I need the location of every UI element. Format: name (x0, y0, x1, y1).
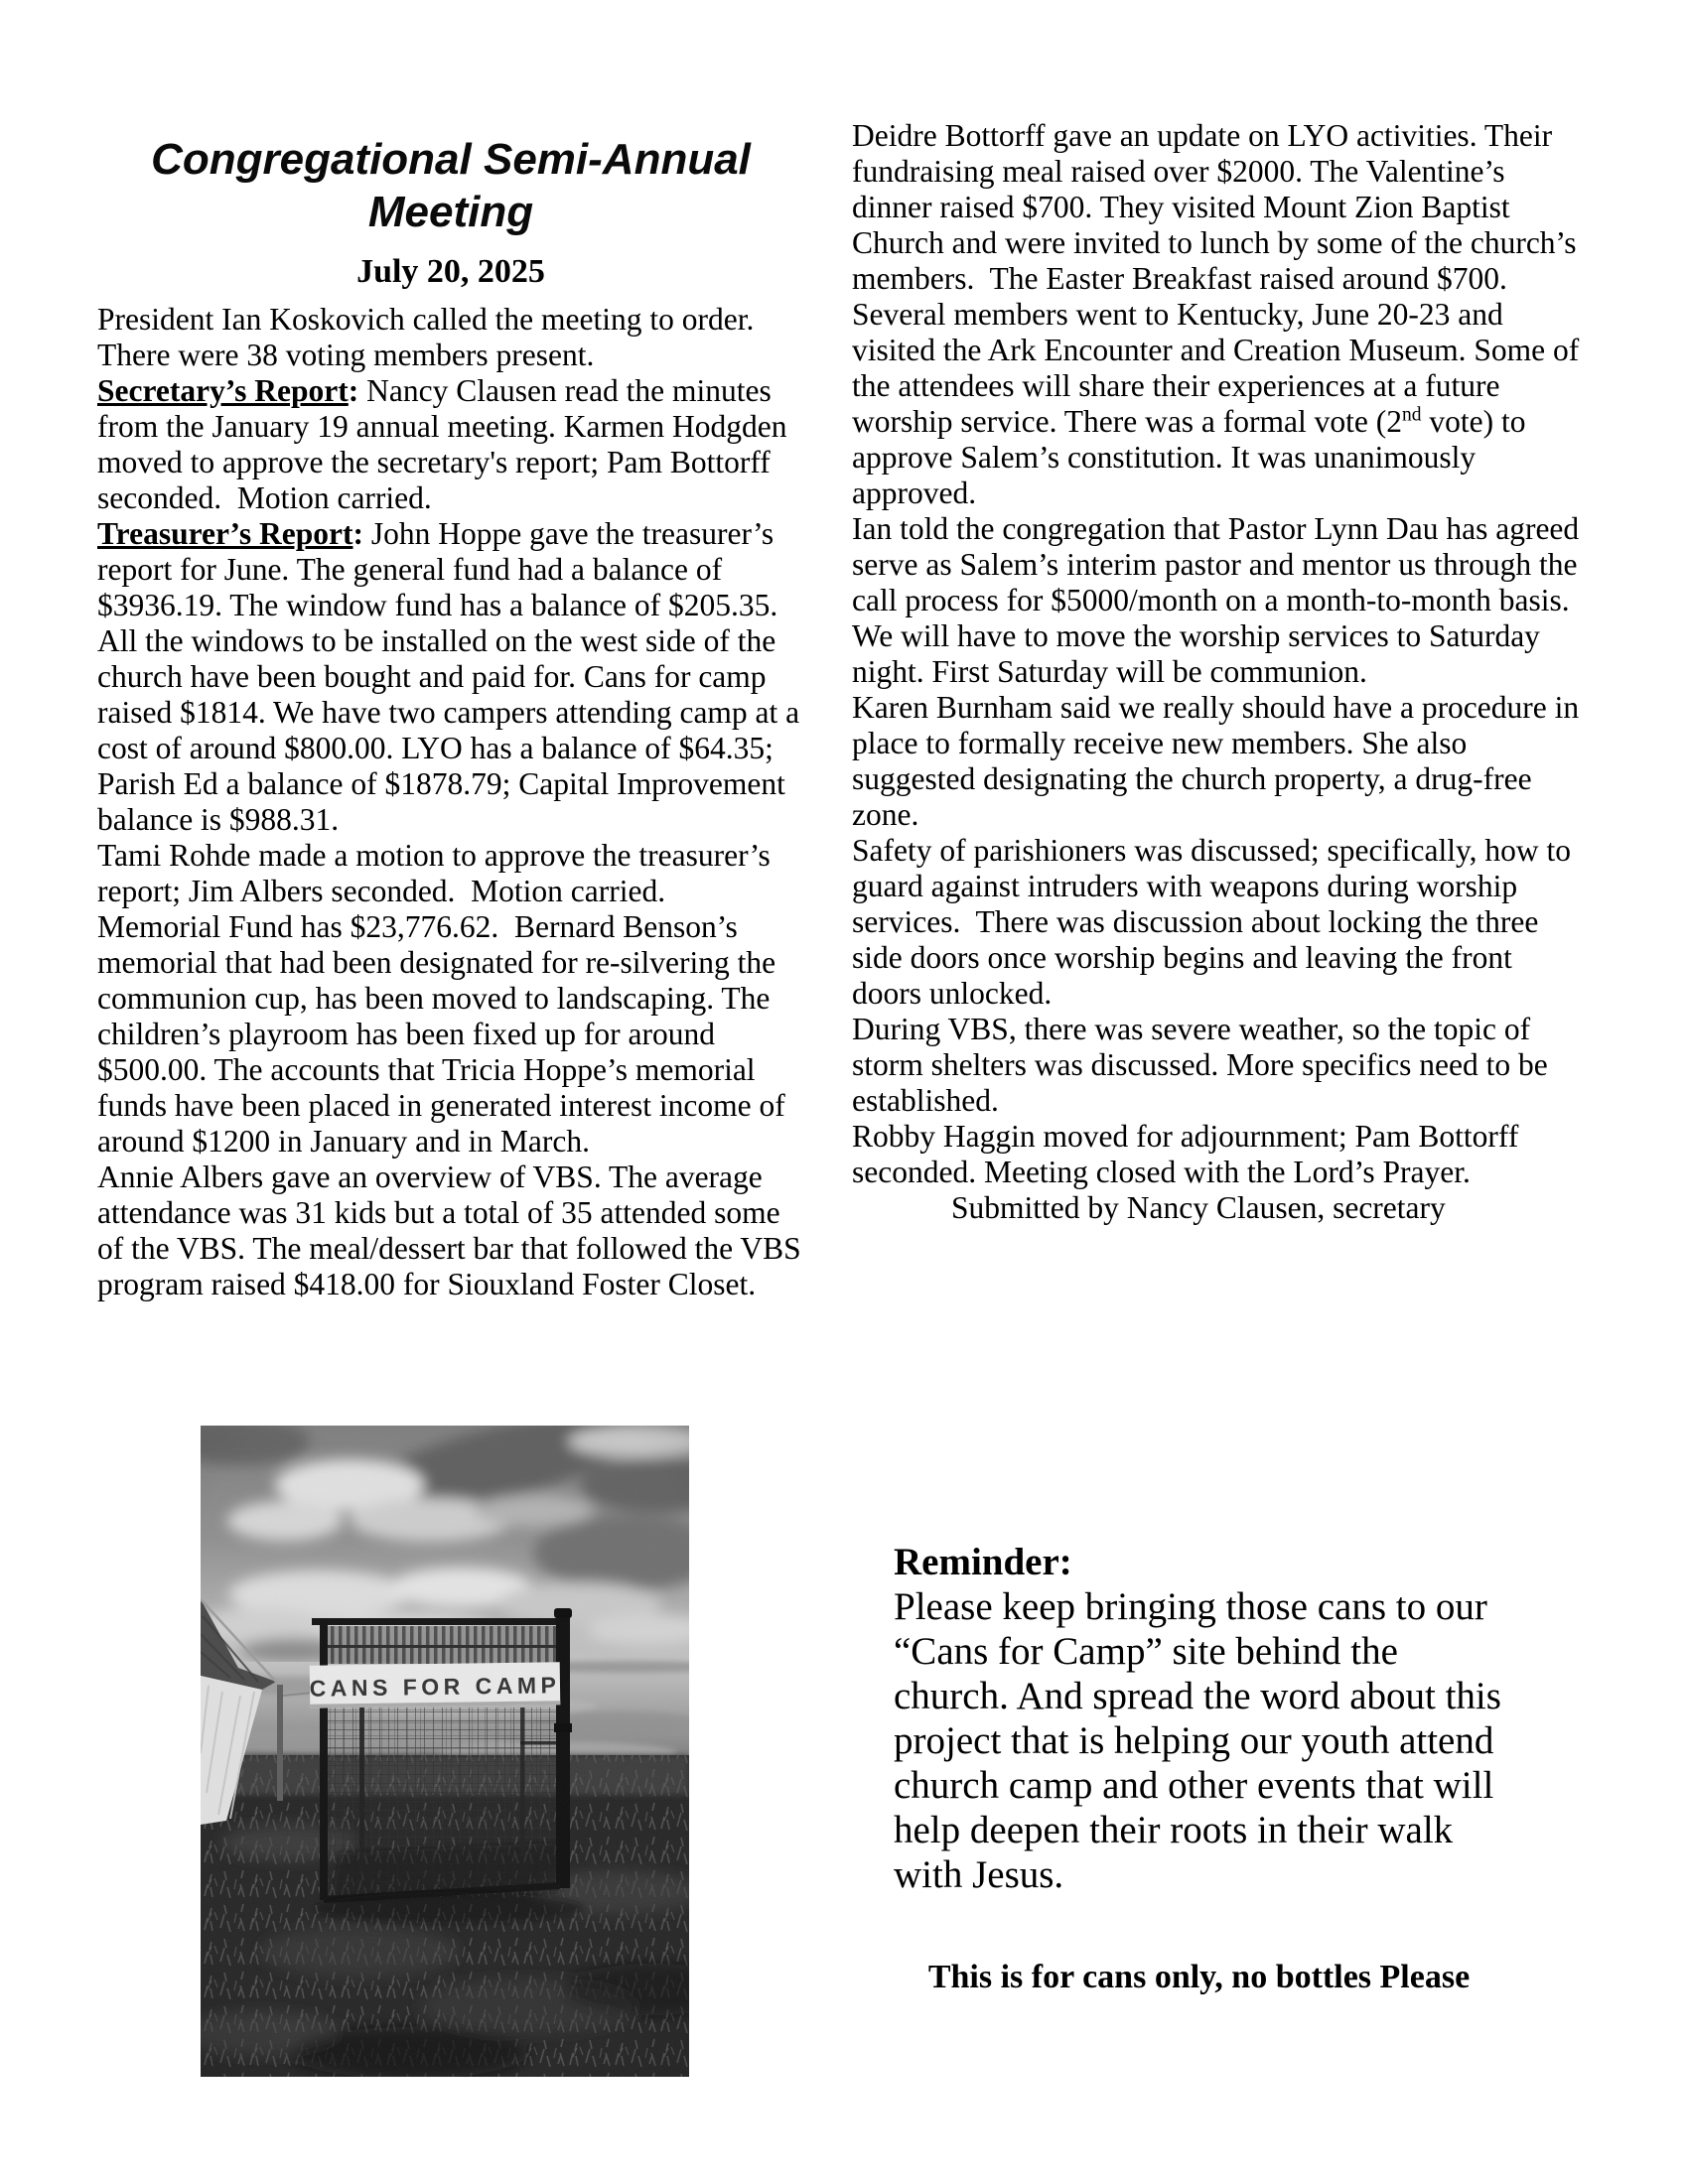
secretarys-report-colon: : (348, 373, 359, 408)
title-line-1: Congregational Semi-Annual (151, 135, 751, 184)
paragraph-storm-shelters: During VBS, there was severe weather, so the topic of storm shelters was discussed. More specifics need to be established. (852, 1012, 1556, 1118)
title-line-2: Meeting (367, 188, 534, 236)
reminder-heading: Reminder: (894, 1541, 1072, 1583)
paragraph-safety: Safety of parishioners was discussed; specifically, how to guard against intruders with weapons during worship services. There was discussion about locking the three side doors once worship begins and leaving the front doors unlocked. (852, 833, 1579, 1011)
paragraph-memorial-fund: Memorial Fund has $23,776.62. Bernard Benson’s memorial that had been designated for re-silvering the communion cup, has been moved to landscaping. The children’s playroom has been fixed up for around $500.00. The accounts that Tricia Hoppe’s memorial funds have been placed in generated interest income of around $1200 in January and in March. (97, 909, 793, 1159)
meeting-date: July 20, 2025 (356, 253, 545, 290)
cans-for-camp-photo-svg (201, 1426, 689, 2077)
reminder-body: Please keep bringing those cans to our “Cans for Camp” site behind the church. And spread the word about this project that is helping our youth attend church camp and other events that will help deepen their roots in their walk with Jesus. (894, 1585, 1511, 1896)
paragraph-adjournment: Robby Haggin moved for adjournment; Pam Bottorff seconded. Meeting closed with the Lord’s Prayer. (852, 1119, 1527, 1189)
secretarys-report-body: Nancy Clausen read the minutes from the January 19 annual meeting. Karmen Hodgden moved to approve the secretary's report; Pam Bottorff seconded. Motion carried. (97, 373, 795, 515)
photo-vignette (201, 1426, 689, 2077)
right-column (852, 0, 1587, 1226)
secretarys-report-heading: Secretary’s Report (97, 373, 349, 408)
page-title (97, 133, 804, 238)
paragraph-lyo-update (852, 118, 1587, 511)
treasurers-report-body: John Hoppe gave the treasurer’s report for June. The general fund had a balance of $3936.19. The window fund has a balance of $205.35. All the windows to be installed on the west side of the church have been bought and paid for. Cans for camp raised $1814. We have two campers attending camp at a cost of around $800.00. LYO has a balance of $64.35; Parish Ed a balance of $1878.79; Capital Improvement balance is $988.31. (97, 516, 808, 837)
cans-only-note: This is for cans only, no bottles Please (927, 1959, 1471, 1995)
cans-for-camp-photo (201, 1426, 689, 2077)
paragraph-secretarys-report (97, 373, 804, 516)
paragraph-interim-pastor: Ian told the congregation that Pastor Lynn Dau has agreed serve as Salem’s interim pastor and mentor us through the call process for $5000/month on a month-to-month basis. We will have to move the worship services to Saturday night. First Saturday will be communion. (852, 511, 1588, 689)
reminder-block (894, 1540, 1511, 1897)
treasurers-report-colon: : (352, 516, 363, 551)
paragraph-treasurers-report (97, 516, 808, 838)
paragraph-treasurer-motion: Tami Rohde made a motion to approve the treasurer’s report; Jim Albers seconded. Motion carried. (97, 838, 778, 908)
paragraph-new-members: Karen Burnham said we really should have a procedure in place to formally receive new members. She also suggested designating the church property, a drug-free zone. (852, 690, 1587, 832)
left-column-text (97, 302, 809, 1302)
paragraph-call-to-order: President Ian Koskovich called the meeting to order. There were 38 voting members present. (97, 302, 762, 372)
paragraph-vbs-overview: Annie Albers gave an overview of VBS. The average attendance was 31 kids but a total of 35 attended some of the VBS. The meal/dessert bar that followed the VBS program raised $418.00 for Siouxland Foster Closet. (97, 1160, 809, 1301)
right-column-text (852, 118, 1587, 1226)
left-column (97, 0, 809, 1302)
ordinal-superscript: nd (1401, 404, 1422, 426)
byline: Submitted by Nancy Clausen, secretary (951, 1190, 1446, 1225)
lyo-update-text: Deidre Bottorff gave an update on LYO activities. Their fundraising meal raised over $2000. The Valentine’s dinner raised $700. They visited Mount Zion Baptist Church and were invited to lunch by some of the church’s members. The Easter Breakfast raised around $700. Several members went to Kentucky, June 20-23 and visited the Ark Encounter and Creation Museum. Some of the attendees will share their experiences at a future worship service. There was a formal vote (2 (852, 118, 1588, 439)
treasurers-report-heading: Treasurer’s Report (97, 516, 353, 551)
lyo-update-text-end: vote) to approve Salem’s constitution. It was unanimously approved. (852, 404, 1534, 510)
